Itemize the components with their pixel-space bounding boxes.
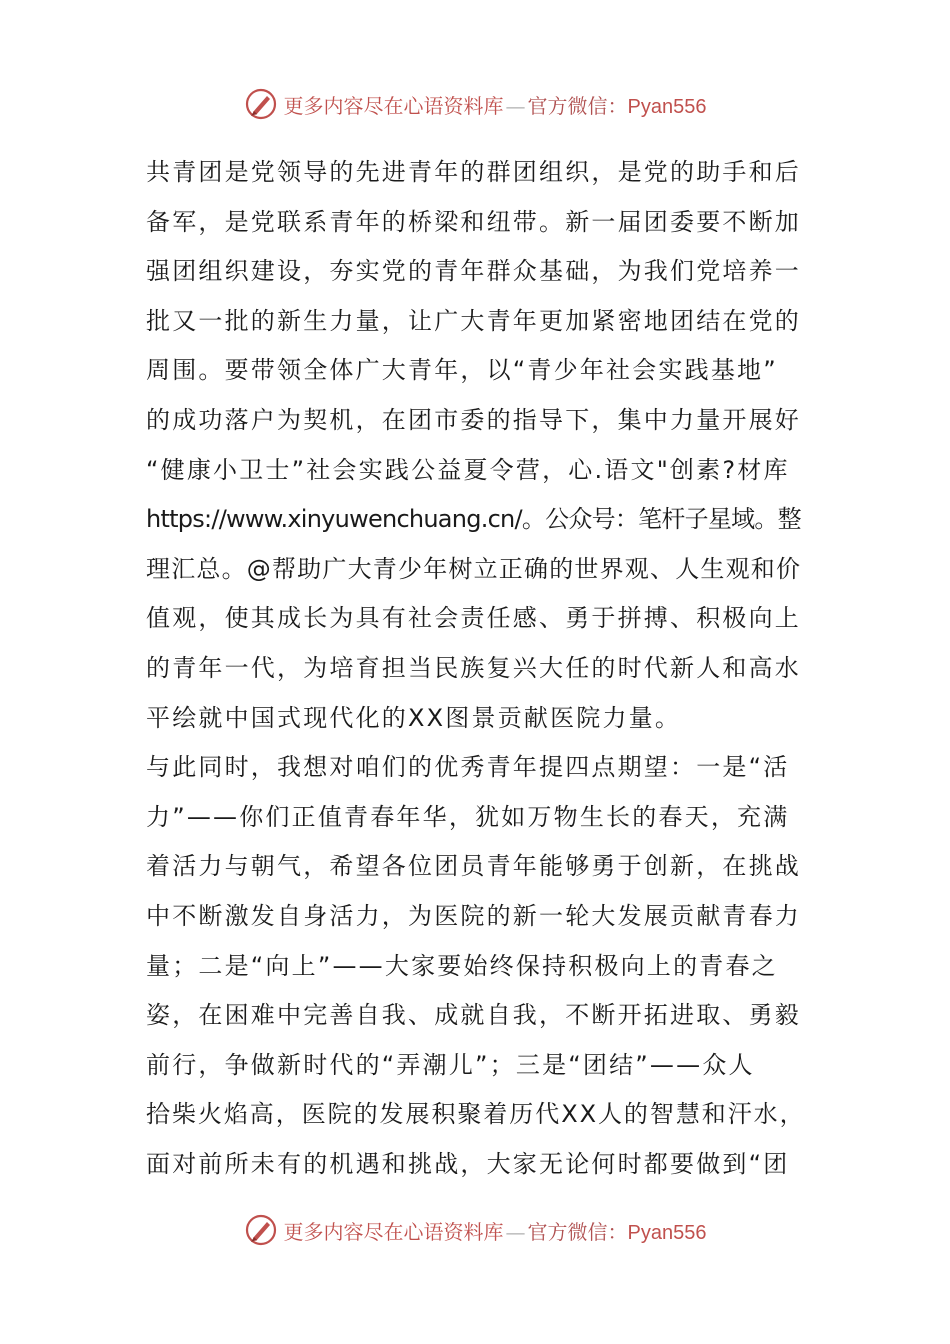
document-body	[146, 148, 806, 1189]
banner-wechat-id: Pyan556	[627, 1221, 707, 1244]
body-line: 前行，争做新时代的“弄潮儿”；三是“团结”——众人	[146, 1050, 755, 1079]
body-line: 的青年一代，为培育担当民族复兴大任的时代新人和高水	[146, 653, 801, 682]
body-line: 理汇总。@帮助广大青少年树立正确的世界观、人生观和价	[146, 554, 802, 583]
body-line: 面对前所未有的机遇和挑战，大家无论何时都要做到“团	[146, 1149, 790, 1178]
body-line: 周围。要带领全体广大青年，以“青少年社会实践基地”	[146, 356, 778, 385]
body-line: 着活力与朝气，希望各位团员青年能够勇于创新，在挑战	[146, 852, 801, 881]
banner-text	[284, 90, 707, 119]
banner-dash: —	[505, 93, 526, 118]
body-line: 共青团是党领导的先进青年的群团组织，是党的助手和后	[146, 158, 801, 186]
body-line: “健康小卫士”社会实践公益夏令营，心.语文"创素?材库	[146, 455, 790, 484]
banner-site: 更多内容尽在心语资料库	[283, 1219, 504, 1244]
banner-site: 更多内容尽在心语资料库	[283, 93, 504, 118]
body-line: 力”——你们正值青春年华，犹如万物生长的春天，充满	[146, 802, 790, 831]
body-line: 的成功落户为契机，在团市委的指导下，集中力量开展好	[146, 405, 801, 434]
body-line: 姿，在困难中完善自我、成就自我，不断开拓进取、勇毅	[146, 1001, 801, 1030]
body-line: 批又一批的新生力量，让广大青年更加紧密地团结在党的	[146, 306, 801, 335]
header-banner	[0, 84, 950, 124]
body-line: 平绘就中国式现代化的XX图景贡献医院力量。	[146, 703, 682, 732]
footer-banner	[0, 1210, 950, 1250]
body-line: 备军，是党联系青年的桥梁和纽带。新一届团委要不断加	[146, 207, 801, 236]
banner-text	[284, 1216, 707, 1245]
banner-wechat-label: 官方微信：	[527, 1219, 628, 1244]
body-line: 中不断激发自身活力，为医院的新一轮大发展贡献青春力	[146, 901, 801, 930]
body-line-url: https://www.xinyuwenchuang.cn/。公众号：笔杆子星域。整	[146, 505, 801, 534]
banner-dash: —	[505, 1219, 526, 1244]
pen-circle-logo-icon	[244, 1213, 278, 1247]
body-line: 拾柴火焰高，医院的发展积聚着历代XX人的智慧和汗水，	[146, 1100, 806, 1129]
body-line: 与此同时，我想对咱们的优秀青年提四点期望：一是“活	[146, 753, 790, 782]
banner-wechat-id: Pyan556	[627, 95, 707, 118]
body-line: 强团组织建设，夯实党的青年群众基础，为我们党培养一	[146, 257, 801, 286]
body-line: 量；二是“向上”——大家要始终保持积极向上的青春之	[146, 951, 778, 980]
pen-circle-logo-icon	[244, 87, 278, 121]
banner-wechat-label: 官方微信：	[527, 93, 628, 118]
body-line: 值观，使其成长为具有社会责任感、勇于拼搏、积极向上	[146, 604, 801, 633]
